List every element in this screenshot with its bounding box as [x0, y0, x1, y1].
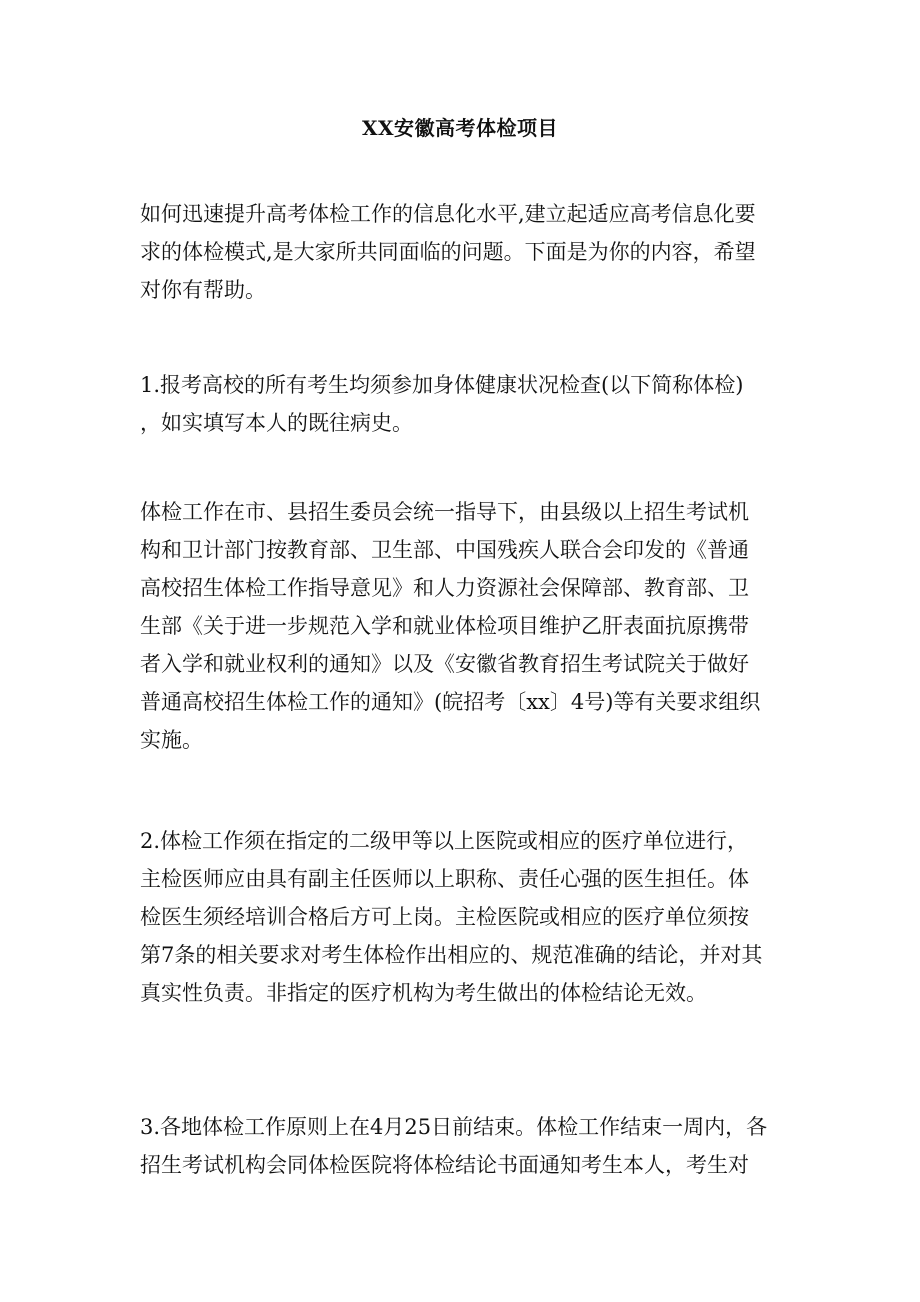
paragraph-organization: 体检工作在市、县招生委员会统一指导下，由县级以上招生考试机 构和卫计部门按教育部、卫生部、中国残疾人联合会印发的《普通 高校招生体检工作指导意见》和人力资源社会保障部、教育部、卫 生部《关于进一步规范入学和就业体检项目维护乙肝表面抗原携带 者入学和就业权利的通知》以及《安徽省教育招生考试院关于做好 普通高校招生体检工作的通知》(皖招考〔xx〕4号)等有关要求组织 实施。 [140, 500, 761, 752]
paragraph-item-3: 3.各地体检工作原则上在4月25日前结束。体检工作结束一周内，各 招生考试机构会同体检医院将体检结论书面通知考生本人，考生对 [140, 1115, 768, 1177]
paragraph-item-1: 1.报考高校的所有考生均须参加身体健康状况检查(以下简称体检) ，如实填写本人的既往病史。 [140, 373, 744, 435]
paragraph-intro: 如何迅速提升高考体检工作的信息化水平,建立起适应高考信息化要 求的体检模式,是大家所共同面临的问题。下面是为你的内容，希望 对你有帮助。 [140, 202, 756, 302]
document-title: XX安徽高考体检项目 [361, 116, 559, 140]
paragraph-item-2: 2.体检工作须在指定的二级甲等以上医院或相应的医疗单位进行， 主检医师应由具有副主任医师以上职称、责任心强的医生担任。体 检医生须经培训合格后方可上岗。主检医院或相应的医疗单位须按 第7条的相关要求对考生体检作出相应的、规范准确的结论，并对其 真实性负责。非指定的医疗机构为考生做出的体检结论无效。 [140, 829, 763, 1005]
